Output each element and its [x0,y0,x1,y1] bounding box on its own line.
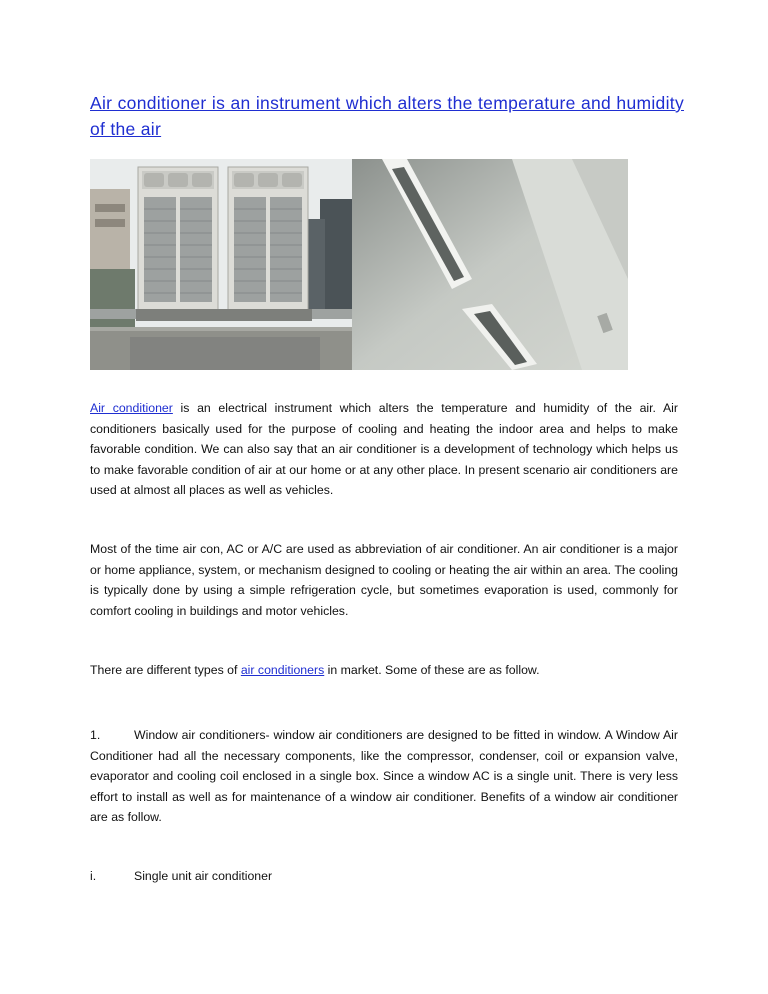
air-conditioners-link[interactable]: air conditioners [240,663,325,677]
ceiling-vents-photo [352,159,628,370]
page-heading-link[interactable]: Air conditioner is an instrument which alters the temperature and humidity of the air [90,93,684,139]
paragraph-types-after: in market. Some of these are as follow. [324,663,540,677]
paragraph-abbreviation: Most of the time air con, AC or A/C are used as abbreviation of air conditioner. An air conditioner is a major or home appliance, system, or mechanism designed to cooling or heating the air within an area. The cooling is typically done by using a simple refrigeration cycle, but sometimes evaporation is used, commonly for comfort cooling in buildings and motor vehicles. [90,542,678,618]
paragraph-types [90,660,678,681]
list-item-window-ac [90,725,678,828]
air-conditioner-link[interactable]: Air conditioner [90,401,173,415]
paragraph-intro [90,398,678,501]
sub-list-item-number: i. [90,869,97,883]
list-item-number: 1. [90,728,101,742]
list-item-text: Window air conditioners- window air conditioners are designed to be fitted in window. A Window Air Conditioner had all the necessary components, like the compressor, condenser, coil or expansion valve, evaporator and cooling coil enclosed in a single box. Since a window AC is a single unit. There is very less effort to install as well as for maintenance of a window air conditioner. Benefits of a window air conditioner are as follow. [90,728,678,824]
outdoor-ac-units-photo [90,159,352,370]
paragraph-intro-text: is an electrical instrument which alters the temperature and humidity of the air. Air conditioners basically used for the purpose of cooling and heating the indoor area and helps to make favorable condition. We can also say that an air conditioner is a development of technology which helps us to make favorable condition of air at our home or at any other place. In present scenario air conditioners are used at almost all places as well as vehicles. [90,401,678,497]
photo-strip [90,159,628,370]
paragraph-types-before: There are different types of [90,663,241,677]
sub-list-item-single-unit [90,866,678,887]
sub-list-item-text: Single unit air conditioner [134,869,273,883]
